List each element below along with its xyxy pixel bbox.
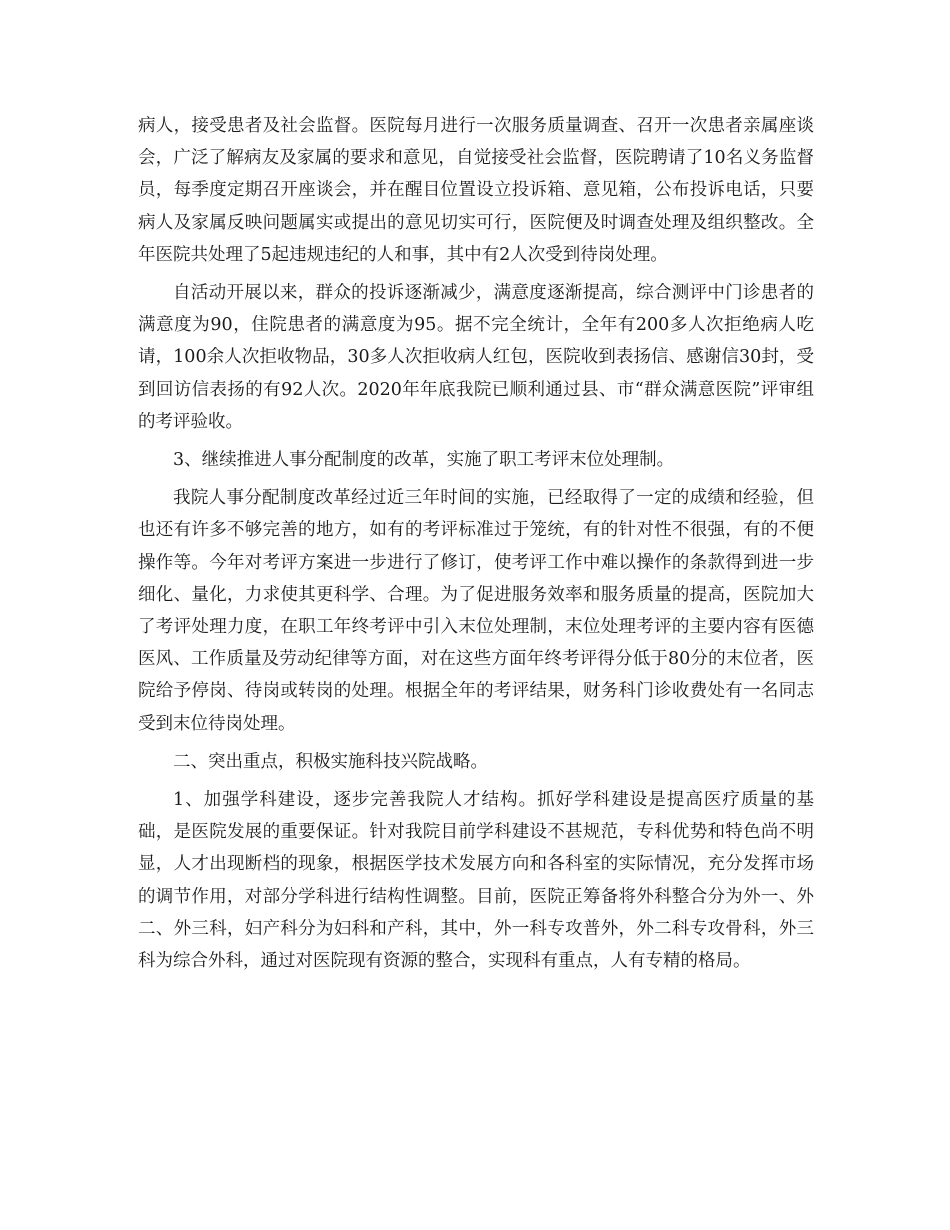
paragraph-supervision: 病人，接受患者及社会监督。医院每月进行一次服务质量调查、召开一次患者亲属座谈会，广泛了解病友及家属的要求和意见，自觉接受社会监督，医院聘请了10名义务监督员，每季度定期召开座谈会，并在醒目位置设立投诉箱、意见箱，公布投诉电话，只要病人及家属反映问题属实或提出的意见切实可行，医院便及时调查处理及组织整改。全年医院共处理了5起违规违纪的人和事，其中有2人次受到待岗处理。 [138, 116, 814, 265]
paragraph-discipline-building: 1、加强学科建设，逐步完善我院人才结构。抓好学科建设是提高医疗质量的基础，是医院发展的重要保证。针对我院目前学科建设不甚规范，专科优势和特色尚不明显，人才出现断档的现象，根据医学技术发展方向和各科室的实际情况，充分发挥市场的调节作用，对部分学科进行结构性调整。目前，医院正筹备将外科整合分为外一、外二、外三科，妇产科分为妇科和产科，其中，外一科专攻普外，外二科专攻骨科，外三科为综合外科，通过对医院现有资源的整合，实现科有重点，人有专精的格局。 [138, 790, 814, 972]
section-heading-tech-strategy: 二、突出重点，积极实施科技兴院战略。 [173, 751, 488, 772]
section-heading-personnel-reform: 3、继续推进人事分配制度的改革，实施了职工考评末位处理制。 [173, 450, 675, 471]
document-body [138, 110, 814, 977]
paragraph-personnel-reform: 我院人事分配制度改革经过近三年时间的实施，已经取得了一定的成绩和经验，但也还有许多不够完善的地方，如有的考评标准过于笼统，有的针对性不很强，有的不便操作等。今年对考评方案进一步进行了修订，使考评工作中难以操作的条款得到进一步细化、量化，力求使其更科学、合理。为了促进服务效率和服务质量的提高，医院加大了考评处理力度，在职工年终考评中引入末位处理制，末位处理考评的主要内容有医德医风、工作质量及劳动纪律等方面，对在这些方面年终考评得分低于80分的末位者，医院给予停岗、待岗或转岗的处理。根据全年的考评结果，财务科门诊收费处有一名同志受到末位待岗处理。 [138, 488, 814, 734]
paragraph-satisfaction: 自活动开展以来，群众的投诉逐渐减少，满意度逐渐提高，综合测评中门诊患者的满意度为90，住院患者的满意度为95。据不完全统计，全年有200多人次拒绝病人吃请，100余人次拒收物品，30多人次拒收病人红包，医院收到表扬信、感谢信30封，受到回访信表扬的有92人次。2020年年底我院已顺利通过县、市“群众满意医院”评审组的考评验收。 [138, 283, 814, 432]
